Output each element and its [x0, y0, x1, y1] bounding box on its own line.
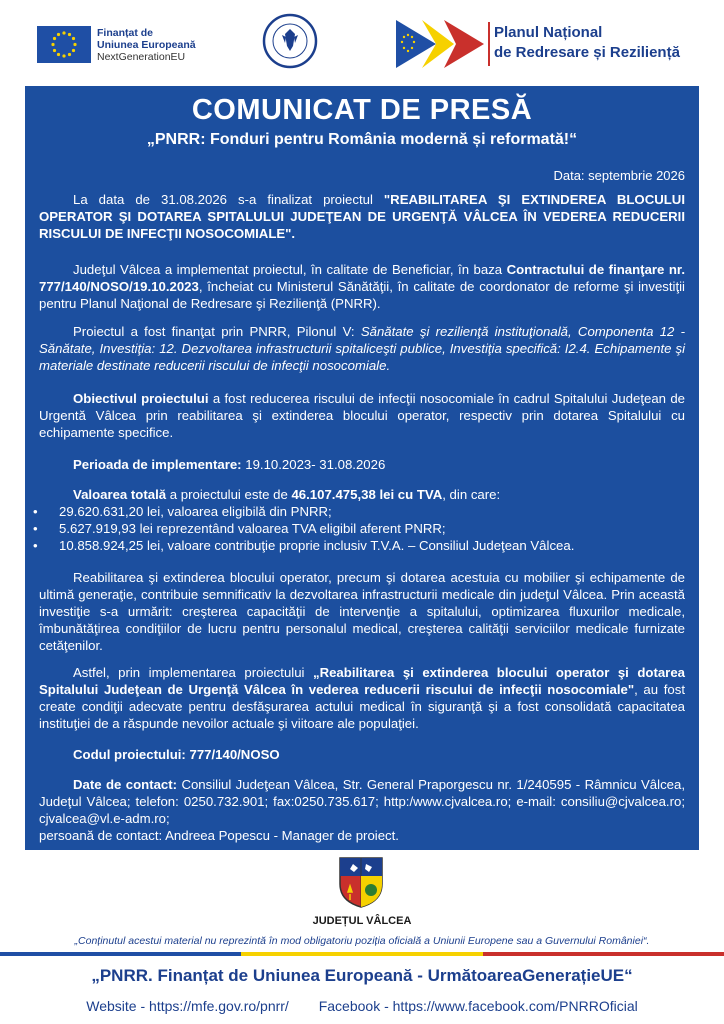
page-title: COMUNICAT DE PRESĂ [191, 94, 533, 126]
p4-label: Obiectivul proiectului [73, 391, 209, 406]
eu-flag-logo [37, 26, 91, 63]
paragraph-period [39, 456, 685, 473]
website-link[interactable]: Website - https://mfe.gov.ro/pnrr/ [86, 998, 289, 1014]
header [0, 0, 724, 84]
p6-text: a proiectului este de [166, 487, 292, 502]
government-seal-icon [262, 13, 318, 69]
contact-person: persoană de contact: Andreea Popescu - Manager de proiect. [39, 828, 399, 843]
p2-text-end: , încheiat cu Ministerul Sănătăţii, în calitate de coordonator de reforme şi investiţii pentru Planul Naţional de Redresare şi Rezilienţă (PNRR). [39, 279, 685, 311]
page-subtitle: „PNRR: Fonduri pentru România modernă și reformată!“ [146, 131, 578, 148]
paragraph-value [39, 486, 685, 503]
county-crest-icon [338, 856, 384, 908]
p6-amount: 46.107.475,38 lei cu TVA [291, 487, 443, 502]
paragraph-contact [39, 776, 685, 844]
p8-project-title: „Reabilitarea şi extinderea blocului operator şi dotarea Spitalului Judeţean de Urgenţă Vâlcea în vederea reducerii riscului de infecţii nosocomiale" [39, 665, 685, 697]
date-label: Data: septembrie 2026 [553, 168, 685, 183]
paragraph-beneficiary [39, 261, 685, 312]
p5-dates: 19.10.2023- 31.08.2026 [241, 457, 386, 472]
eu-line2: Uniunea Europeană [97, 39, 196, 51]
paragraph-project-code [39, 746, 685, 763]
paragraph-completion [39, 191, 685, 242]
p1-text: La data de 31.08.2026 s-a finalizat proiectul [73, 192, 384, 207]
p6-label: Valoarea totală [73, 487, 167, 502]
pnrr-line1: Planul Național [494, 24, 603, 41]
p6-text-end: , din care: [442, 487, 501, 502]
p1-project-title: "REABILITAREA ŞI EXTINDEREA BLOCULUI OPERATOR ŞI DOTAREA SPITALULUI JUDEŢEAN DE URGENŢĂ VÂLCEA ÎN VEDEREA REDUCERII RISCULUI DE INFECŢII NOSOCOMIALE". [39, 192, 685, 241]
county-name: JUDEȚUL VÂLCEA [312, 915, 412, 927]
value-breakdown-list [25, 503, 685, 554]
paragraph-investment [39, 569, 685, 654]
list-item: • 5.627.919,93 lei reprezentând valoarea TVA eligibil aferent PNRR; [25, 520, 685, 537]
facebook-link[interactable]: Facebook - https://www.facebook.com/PNRROficial [318, 998, 638, 1014]
flag-stripe [0, 952, 724, 956]
eu-line1: Finanțat de [97, 27, 154, 39]
footer-links [0, 998, 724, 1014]
list-item: • 10.858.924,25 lei, valoare contribuţie proprie inclusiv T.V.A. – Consiliul Judeţean Vâlcea. [25, 537, 685, 554]
p2-contract: Contractului de finanţare nr. 777/140/NOSO/19.10.2023 [39, 262, 685, 294]
pnrr-divider [488, 22, 490, 66]
list-item: • 29.620.631,20 lei, valoarea eligibilă din PNRR; [25, 503, 685, 520]
eu-funding-label [97, 27, 196, 63]
paragraph-objective [39, 390, 685, 441]
contact-details: Consiliul Judeţean Vâlcea, Str. General Praporgescu nr. 1/240595 - Râmnicu Vâlcea, Judeţul Vâlcea; telefon: 0250.732.901; fax:0250.735.617; http:/www.cjvalcea.ro; e-mail: consiliu@cjvalcea.ro; cjvalcea@vl.e-adm.ro; [39, 777, 685, 826]
disclaimer: „Conținutul acestui material nu reprezintă în mod obligatoriu poziția oficială a Uniunii Europene sau a Guvernului României“. [74, 935, 650, 947]
pnrr-title [494, 23, 680, 63]
pnrr-logo [396, 20, 484, 68]
paragraph-financing [39, 323, 685, 374]
paragraph-results [39, 664, 685, 732]
p5-label: Perioada de implementare: [73, 457, 242, 472]
contact-label: Date de contact: [73, 777, 178, 792]
eu-line3: NextGenerationEU [97, 51, 186, 63]
p7-text: Reabilitarea şi extinderea blocului operator, precum şi dotarea acestuia cu mobilier şi echipamente de ultimă generaţie, contribuie semnificativ la dezvoltarea infrastructurii medicale din judeţul Vâlcea. Prin această investiţie s-a urmărit: creşterea capacităţii de intervenţie a spitalului, optimizarea fluxurilor medicale, îmbunătăţirea condiţiilor de lucru pentru personalul medical, creşterea calităţii serviciilor medicale furnizate cetăţenilor. [39, 570, 685, 653]
p3-pillar: Sănătate şi rezilienţă instituţională, Componenta 12 - Sănătate, Investiţia: 12. Dezvoltarea infrastructurii spitaliceşti publice, Investiţia specifică: I2.4. Echipamente şi materiale destinate reducerii riscului de infecţii nosocomiale. [39, 324, 686, 373]
p4-text: a fost reducerea riscului de infecţii nosocomiale în cadrul Spitalului Judeţean de Urgentă Vâlcea prin reabilitarea şi extinderea blocului operator, respectiv prin dotarea Spitalului cu echipamente specifice. [39, 391, 685, 440]
pnrr-line2: de Redresare și Reziliență [494, 44, 680, 61]
p8-text-end: , au fost create condiţii adecvate pentru desfăşurarea actului medical în siguranţă şi a fost consolidată capacitatea instituţiei de a răspunde nevoilor actuale şi viitoare ale populaţiei. [39, 682, 685, 731]
slogan: „PNRR. Finanțat de Uniunea Europeană - UrmătoareaGenerațieUE“ [91, 966, 633, 985]
p2-text: Judeţul Vâlcea a implementat proiectul, în calitate de Beneficiar, în baza [73, 262, 507, 277]
p3-text: Proiectul a fost finanţat prin PNRR, Pilonul V: [73, 324, 361, 339]
press-release-panel [25, 86, 699, 850]
p8-text: Astfel, prin implementarea proiectului [73, 665, 313, 680]
project-code: Codul proiectului: 777/140/NOSO [73, 747, 280, 762]
